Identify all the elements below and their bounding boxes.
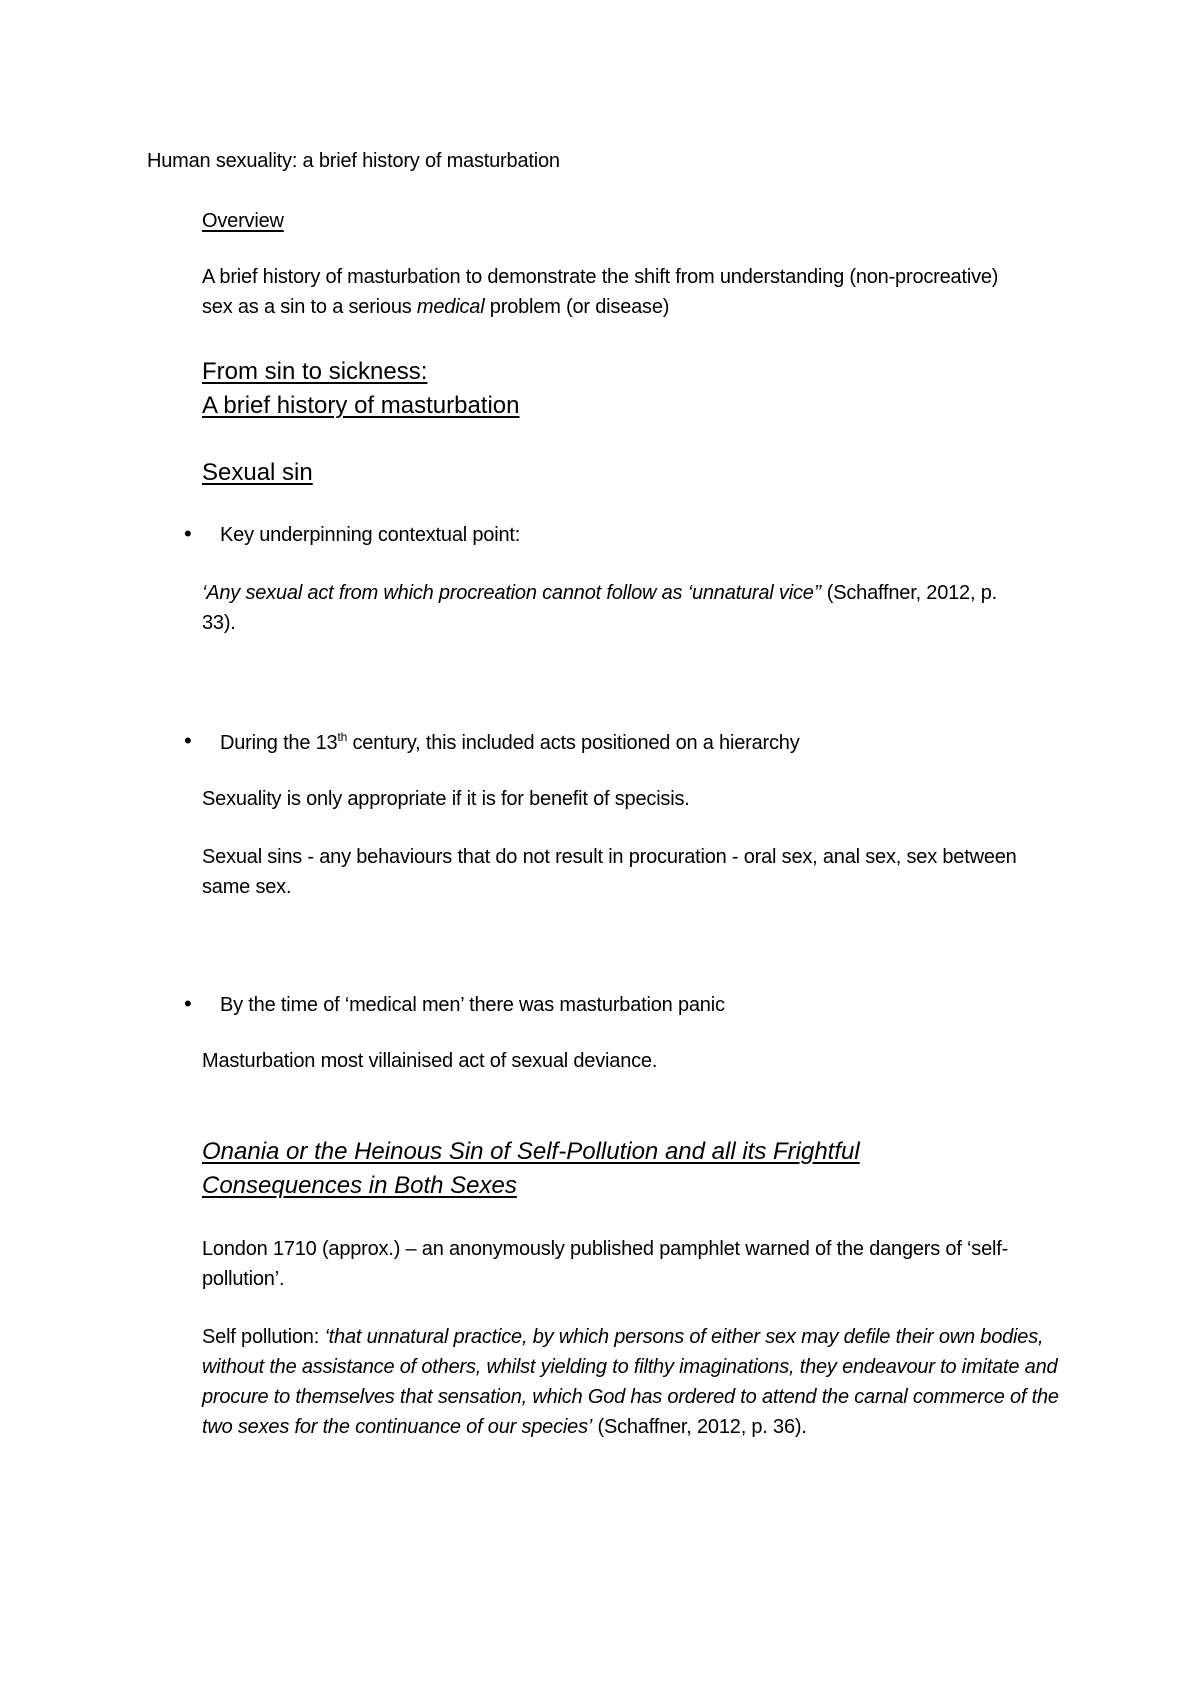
bullet-3-icon: •: [184, 991, 192, 1016]
overview-text: A brief history of masturbation to demonstrate the shift from understanding (non-procreative) sex as a sin to a serious medical problem (or disease): [202, 266, 999, 318]
onania-para-1: London 1710 (approx.) – an anonymously published pamphlet warned of the dangers of ‘self-pollution’.: [202, 1238, 1009, 1290]
overview-heading: Overview: [202, 210, 284, 232]
bullet-1-quote: ‘Any sexual act from which procreation cannot follow as ‘unnatural vice’’ (Schaffner, 2012, p. 33).: [202, 582, 997, 634]
onania-heading: Onania or the Heinous Sin of Self-Pollution and all its Frightful Consequences in Both Sexes: [202, 1138, 860, 1199]
bullet-3-text: By the time of ‘medical men’ there was masturbation panic: [220, 994, 725, 1016]
sexual-sin-heading: Sexual sin: [202, 459, 313, 486]
section-heading-line1: From sin to sickness:: [202, 358, 428, 385]
bullet-3-para-1: Masturbation most villainised act of sexual deviance.: [202, 1050, 658, 1072]
bullet-1-text: Key underpinning contextual point:: [220, 524, 521, 546]
bullet-2-para-2: Sexual sins - any behaviours that do not result in procuration - oral sex, anal sex, sex between same sex.: [202, 846, 1017, 898]
document-title: Human sexuality: a brief history of masturbation: [147, 150, 560, 172]
section-heading-line2: A brief history of masturbation: [202, 392, 520, 419]
onania-para-2: Self pollution: ‘that unnatural practice, by which persons of either sex may defile their own bodies, without the assistance of others, whilst yielding to filthy imaginations, they endeavour to imitate and procure to themselves that sensation, which God has ordered to attend the carnal commerce of the two sexes for the continuance of our species’ (Schaffner, 2012, p. 36).: [202, 1326, 1059, 1438]
bullet-1-icon: •: [184, 521, 192, 546]
bullet-2-para-1: Sexuality is only appropriate if it is for benefit of specisis.: [202, 788, 690, 810]
section-heading-from-sin: [202, 355, 519, 423]
bullet-2-text: During the 13th century, this included acts positioned on a hierarchy: [220, 730, 800, 754]
bullet-2-icon: •: [184, 728, 192, 753]
